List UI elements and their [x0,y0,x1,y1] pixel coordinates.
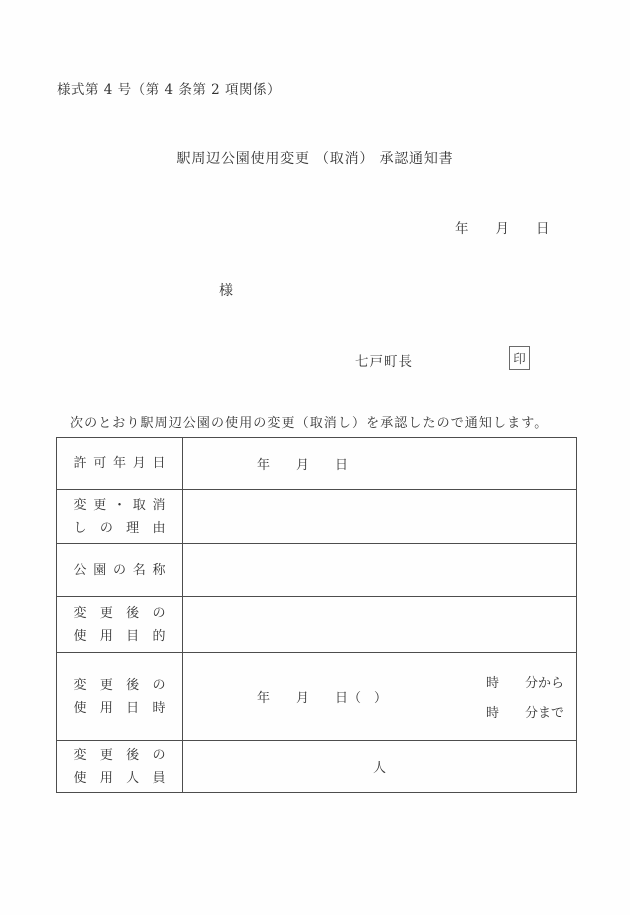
form-number: 様式第 4 号（第 4 条第 2 項関係） [57,82,282,98]
label-use-purpose-line2: 使用目的 [73,628,166,644]
value-cell-use-purpose [183,597,577,653]
table-row-change-reason [57,490,577,544]
label-change-reason-line2: しの理由 [73,520,166,536]
value-use-time-from: 時 分から [485,676,564,691]
value-use-date: 年 月 日（ ） [257,691,388,706]
label-permit-date: 許可年月日 [73,456,166,471]
value-permit-date: 年 月 日 [257,458,349,473]
addressee-honorific: 様 [219,283,233,299]
label-cell-park-name [57,544,183,597]
table-row-use-datetime [57,653,577,741]
label-cell-permit-date [57,438,183,490]
issuer-name: 七戸町長 [355,354,413,370]
issue-date-line: 年 月 日 [455,221,550,237]
label-cell-use-purpose [57,597,183,653]
label-cell-use-datetime [57,653,183,741]
value-use-time-to: 時 分まで [485,706,564,721]
label-use-personnel-line1: 変更後の [73,747,166,763]
label-use-datetime-line1: 変更後の [73,677,166,693]
value-cell-change-reason [183,490,577,544]
table-row-use-personnel [57,741,577,793]
form-table [56,437,577,793]
value-cell-park-name [183,544,577,597]
label-use-datetime-line2: 使用日時 [73,700,166,716]
seal-box: 印 [509,346,530,370]
label-cell-change-reason [57,490,183,544]
label-cell-use-personnel [57,741,183,793]
label-use-purpose-line1: 変更後の [73,605,166,621]
intro-sentence: 次のとおり駅周辺公園の使用の変更（取消し）を承認したので通知します。 [70,416,549,431]
label-change-reason-line1: 変更・取消 [73,497,166,513]
label-use-personnel-line2: 使用人員 [73,770,166,786]
value-cell-use-personnel [183,741,577,793]
table-row-permit-date [57,438,577,490]
label-park-name: 公園の名称 [73,562,166,578]
document-title: 駅周辺公園使用変更 （取消） 承認通知書 [176,151,454,167]
value-cell-permit-date [183,438,577,490]
value-cell-use-datetime [183,653,577,741]
table-row-park-name [57,544,577,597]
value-use-personnel: 人 [372,761,386,776]
table-row-use-purpose [57,597,577,653]
